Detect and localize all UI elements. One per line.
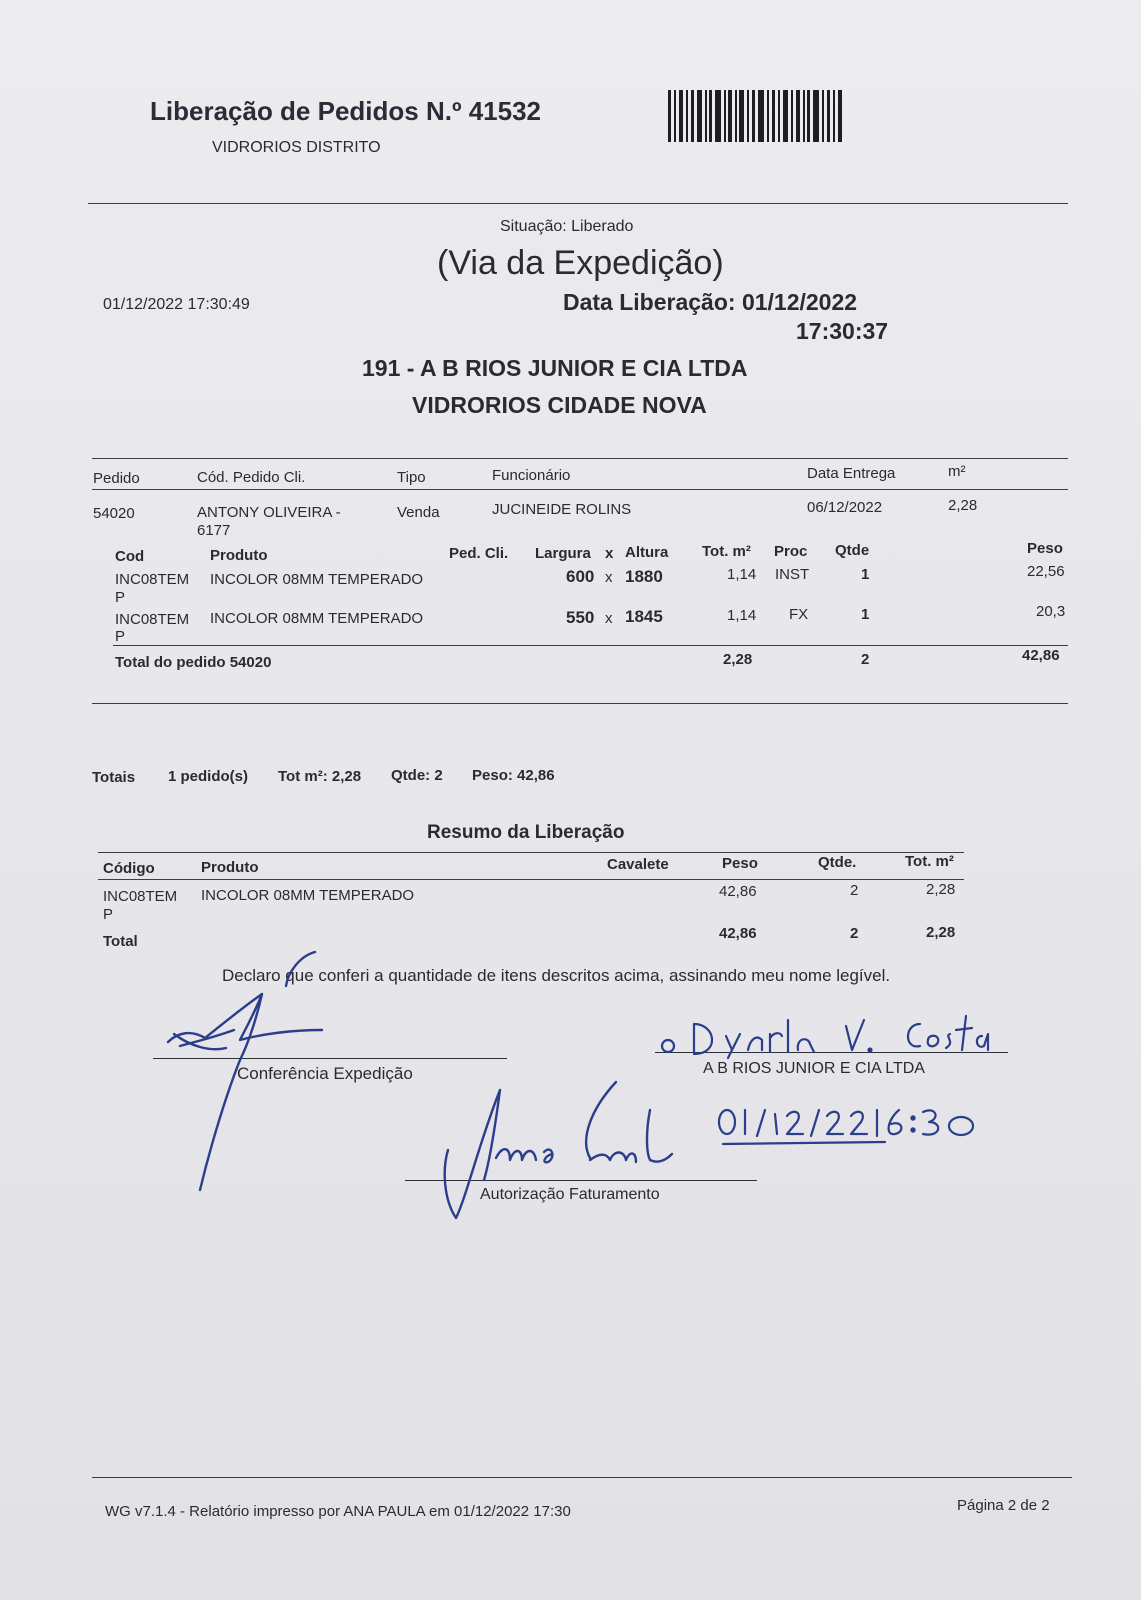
item-cod-cont: P bbox=[115, 589, 126, 606]
totals-tot-m2: Tot m²: 2,28 bbox=[278, 768, 362, 785]
item-header-produto: Produto bbox=[210, 547, 268, 564]
order-total-peso: 42,86 bbox=[1022, 647, 1060, 664]
signature-company-handwritten bbox=[658, 1010, 998, 1060]
declaration-text: Declaro que conferi a quantidade de itens descritos acima, assinando meu nome legível. bbox=[222, 966, 891, 985]
summary-header-cavalete: Cavalete bbox=[607, 856, 669, 873]
item-tot-m2: 1,14 bbox=[727, 566, 757, 583]
summary-total-tot-m2: 2,28 bbox=[926, 924, 956, 941]
release-time: 17:30:37 bbox=[796, 318, 889, 344]
summary-header-qtde: Qtde. bbox=[818, 854, 857, 871]
item-cod: INC08TEM bbox=[115, 611, 190, 628]
order-total-m2: 2,28 bbox=[723, 651, 753, 668]
release-date: Data Liberação: 01/12/2022 bbox=[563, 289, 858, 315]
summary-header-peso: Peso bbox=[722, 855, 758, 872]
totals-label: Totais bbox=[92, 769, 136, 786]
totals-peso: Peso: 42,86 bbox=[472, 767, 555, 784]
signature-conferencia bbox=[150, 950, 350, 1200]
col-header-tipo: Tipo bbox=[397, 469, 426, 486]
totals-pedidos: 1 pedido(s) bbox=[168, 768, 249, 785]
order-total-rule bbox=[113, 645, 1068, 646]
summary-header-codigo: Código bbox=[103, 860, 155, 877]
order-funcionario: JUCINEIDE ROLINS bbox=[492, 501, 632, 518]
item-header-largura: Largura bbox=[535, 545, 591, 562]
item-largura: 550 bbox=[566, 608, 595, 627]
summary-header-produto: Produto bbox=[201, 859, 259, 876]
item-proc: INST bbox=[775, 566, 810, 583]
document-subtitle: VIDRORIOS DISTRITO bbox=[212, 139, 381, 156]
printed-timestamp: 01/12/2022 17:30:49 bbox=[103, 296, 250, 313]
order-pedido: 54020 bbox=[93, 505, 135, 522]
summary-header-tot-m2: Tot. m² bbox=[905, 853, 954, 870]
summary-codigo-cont: P bbox=[103, 906, 114, 923]
order-total-label: Total do pedido 54020 bbox=[115, 654, 272, 671]
order-m2: 2,28 bbox=[948, 497, 978, 514]
signature-label-conferencia: Conferência Expedição bbox=[237, 1064, 413, 1083]
summary-total-peso: 42,86 bbox=[719, 925, 757, 942]
summary-total-label: Total bbox=[103, 933, 138, 950]
footer-rule bbox=[92, 1477, 1072, 1478]
status-text: Situação: Liberado bbox=[500, 218, 634, 235]
order-tipo: Venda bbox=[397, 504, 440, 521]
order-table-top-rule bbox=[92, 458, 1068, 459]
signature-autorizacao bbox=[440, 1080, 680, 1225]
col-header-data-entrega: Data Entrega bbox=[807, 465, 896, 482]
page-number: Página 2 de 2 bbox=[957, 1497, 1050, 1514]
summary-total-qtde: 2 bbox=[850, 925, 859, 942]
item-header-x: x bbox=[605, 545, 614, 562]
client-branch: VIDRORIOS CIDADE NOVA bbox=[412, 392, 707, 418]
order-data-entrega: 06/12/2022 bbox=[807, 499, 883, 516]
summary-tot-m2: 2,28 bbox=[926, 881, 956, 898]
col-header-m2: m² bbox=[948, 463, 966, 480]
item-qtde: 1 bbox=[861, 566, 870, 583]
footer-printed-by: WG v7.1.4 - Relatório impresso por ANA PAULA em 01/12/2022 17:30 bbox=[105, 1503, 571, 1520]
item-header-qtde: Qtde bbox=[835, 542, 870, 559]
order-cod-pedido-cli: ANTONY OLIVEIRA - bbox=[197, 504, 341, 521]
col-header-funcionario: Funcionário bbox=[492, 467, 571, 484]
item-altura: 1845 bbox=[625, 607, 663, 626]
via-label: (Via da Expedição) bbox=[437, 244, 724, 282]
item-header-ped-cli: Ped. Cli. bbox=[449, 545, 509, 562]
order-table-bottom-rule bbox=[92, 703, 1068, 704]
order-cod-pedido-cli-cont: 6177 bbox=[197, 522, 231, 539]
item-header-altura: Altura bbox=[625, 544, 669, 561]
item-largura: 600 bbox=[566, 567, 595, 586]
item-header-proc: Proc bbox=[774, 543, 808, 560]
client-name: 191 - A B RIOS JUNIOR E CIA LTDA bbox=[362, 355, 748, 381]
item-header-cod: Cod bbox=[115, 548, 145, 565]
order-table-header-rule bbox=[92, 489, 1068, 490]
handwritten-date bbox=[715, 1100, 1005, 1150]
order-total-qtde: 2 bbox=[861, 651, 870, 668]
item-produto: INCOLOR 08MM TEMPERADO bbox=[210, 571, 424, 588]
item-cod-cont: P bbox=[115, 628, 126, 645]
item-altura: 1880 bbox=[625, 567, 663, 586]
summary-title: Resumo da Liberação bbox=[427, 822, 625, 843]
col-header-pedido: Pedido bbox=[93, 470, 140, 487]
signature-label-company: A B RIOS JUNIOR E CIA LTDA bbox=[703, 1060, 925, 1077]
item-cod: INC08TEM bbox=[115, 571, 190, 588]
item-x: x bbox=[605, 569, 613, 586]
item-header-peso: Peso bbox=[1027, 540, 1063, 557]
summary-produto: INCOLOR 08MM TEMPERADO bbox=[201, 887, 415, 904]
item-peso: 22,56 bbox=[1027, 563, 1065, 580]
document-title: Liberação de Pedidos N.º 41532 bbox=[150, 96, 541, 126]
item-produto: INCOLOR 08MM TEMPERADO bbox=[210, 610, 424, 627]
item-header-tot-m2: Tot. m² bbox=[702, 543, 751, 560]
totals-qtde: Qtde: 2 bbox=[391, 767, 443, 784]
summary-qtde: 2 bbox=[850, 882, 859, 899]
summary-peso: 42,86 bbox=[719, 883, 757, 900]
summary-top-rule bbox=[98, 852, 964, 853]
item-peso: 20,3 bbox=[1036, 603, 1066, 620]
barcode-icon bbox=[668, 90, 842, 142]
signature-label-autorizacao: Autorização Faturamento bbox=[480, 1186, 660, 1203]
summary-header-rule bbox=[98, 879, 964, 880]
item-qtde: 1 bbox=[861, 606, 870, 623]
col-header-cod-pedido-cli: Cód. Pedido Cli. bbox=[197, 469, 306, 486]
item-tot-m2: 1,14 bbox=[727, 607, 757, 624]
header-divider bbox=[88, 203, 1068, 204]
summary-codigo: INC08TEM bbox=[103, 888, 178, 905]
item-x: x bbox=[605, 610, 613, 627]
item-proc: FX bbox=[789, 606, 809, 623]
